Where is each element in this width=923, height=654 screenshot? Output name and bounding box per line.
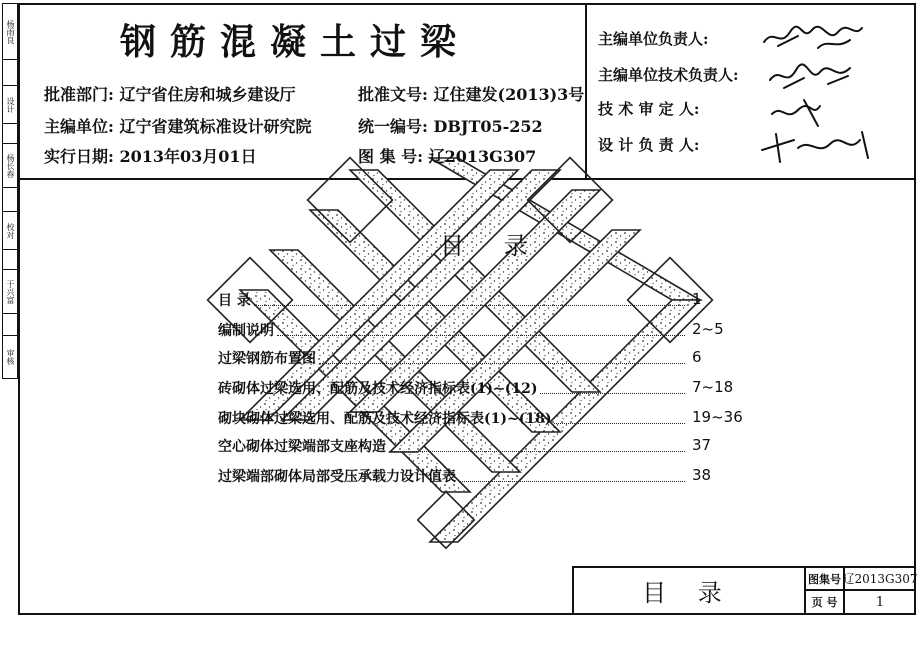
page-no-cell-value: 1 [875, 594, 885, 610]
strip-cell-6: 审核 [6, 349, 15, 365]
toc-item-page: 7~18 [692, 378, 734, 396]
strip-cell-1: 杨雨良 [3, 4, 17, 60]
strip-cell-5: 于兴富 [3, 270, 17, 314]
signature-1 [764, 27, 862, 42]
strip-cell-3: 杨长春 [3, 144, 17, 188]
side-signature-strip [2, 3, 18, 379]
toc-item-text: 砌块砌体过梁选用、配筋及技术经济指标表(1)~(18) [218, 411, 552, 427]
toc-item-page: 6 [692, 348, 702, 366]
toc-item[interactable] [218, 468, 688, 486]
approval-doc [358, 82, 584, 105]
signature-3 [772, 100, 820, 126]
responsible-tech-head: 主编单位技术负责人: [598, 66, 739, 84]
responsible-reviewer: 技 术 审 定 人: [598, 100, 700, 118]
toc-leader [319, 363, 685, 364]
signatures [758, 18, 898, 170]
toc-leader [459, 481, 685, 482]
strip-signature-5 [3, 314, 17, 336]
responsible-editor-head: 主编单位负责人: [598, 30, 709, 48]
strip-cell-4: 校对 [3, 212, 17, 250]
signature-4 [762, 132, 868, 162]
toc-leader [389, 451, 685, 452]
approval-dept-value: 辽宁省住房和城乡建设厅 [119, 85, 296, 104]
responsible-designer: 设 计 负 责 人: [598, 136, 700, 154]
toc-title: 目 录 [440, 232, 544, 260]
unified-no-label: 统一编号: [358, 117, 428, 136]
atlas-no-value: 辽2013G307 [428, 147, 537, 166]
toc-item-page: 19~36 [692, 408, 743, 426]
approval-doc-value: 辽住建发(2013)3号 [433, 85, 585, 104]
approval-dept [44, 82, 296, 105]
toc-item-text: 空心砌体过梁端部支座构造 [218, 439, 386, 455]
approval-doc-label: 批准文号: [358, 85, 428, 104]
editor-unit-value: 辽宁省建筑标准设计研究院 [119, 117, 312, 136]
toc-item-text: 编制说明 [218, 323, 274, 339]
strip-cell-2: 设计 [3, 86, 17, 124]
signature-2 [770, 64, 850, 80]
toc-item-page: 38 [692, 466, 712, 484]
effective-date-label: 实行日期: [44, 147, 114, 166]
toc-item-text: 砖砌体过梁选用、配筋及技术经济指标表(1)~(12) [218, 381, 538, 397]
strip-signature-3 [3, 188, 17, 212]
strip-signature-2 [3, 124, 17, 144]
toc-item-page: 2~5 [692, 320, 724, 338]
strip-signature-1 [3, 60, 17, 86]
atlas-no [358, 144, 536, 167]
toc-item[interactable] [218, 380, 688, 398]
toc-item-text: 目 录 [218, 293, 251, 309]
title-block-title: 目 录 [642, 579, 734, 607]
toc-item[interactable] [218, 322, 688, 340]
unified-no-value: DBJT05-252 [433, 117, 543, 136]
atlas-no-cell-label: 图集号 [808, 572, 841, 586]
toc-leader [277, 335, 685, 336]
effective-date [44, 144, 257, 167]
editor-unit [44, 114, 312, 137]
toc-item-page: 37 [692, 436, 712, 454]
atlas-no-cell-value: 辽2013G307 [842, 572, 918, 586]
toc-item[interactable] [218, 410, 688, 428]
toc-item[interactable] [218, 350, 688, 368]
unified-no [358, 114, 543, 137]
page-no-cell-label: 页 号 [811, 596, 838, 609]
document-title: 钢筋混凝土过梁 [120, 21, 471, 63]
editor-unit-label: 主编单位: [44, 117, 114, 136]
toc-item[interactable] [218, 292, 688, 310]
toc-item-page: 1 [692, 290, 702, 308]
strip-signature-4 [3, 250, 17, 270]
atlas-no-label: 图 集 号: [358, 147, 424, 166]
toc-item[interactable] [218, 438, 688, 456]
toc-leader [540, 393, 685, 394]
toc-item-text: 过梁端部砌体局部受压承载力设计值表 [218, 469, 456, 485]
toc-leader [554, 423, 685, 424]
toc-item-text: 过梁钢筋布置图 [218, 351, 316, 367]
effective-date-value: 2013年03月01日 [119, 147, 257, 166]
approval-dept-label: 批准部门: [44, 85, 114, 104]
toc-leader [254, 305, 685, 306]
